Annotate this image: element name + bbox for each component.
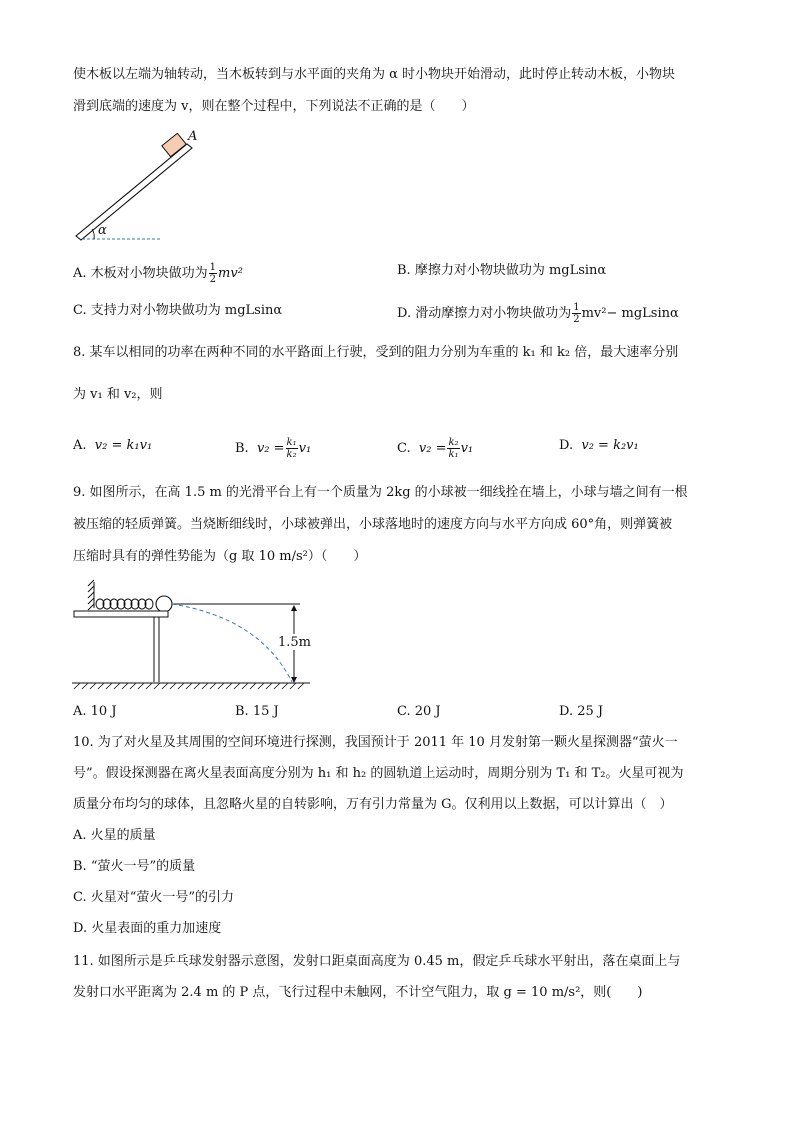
q9-option-c: C. 20 J	[397, 704, 441, 719]
q9-option-b: B. 15 J	[235, 704, 279, 719]
q7-option-a: A. 木板对小物块做功为 $\frac{1}{2}$ mv²	[73, 262, 243, 285]
q9-trajectory	[172, 604, 292, 682]
q7-plank	[76, 144, 192, 240]
q9-line2: 被压缩的轻质弹簧。当烧断细线时，小球被弹出，小球落地时的速度方向与水平方向成 60°角，则弹簧被	[73, 517, 673, 532]
q10-option-c: C. 火星对“萤火一号”的引力	[73, 890, 235, 905]
q9-ball	[156, 596, 172, 612]
q10-option-a: A. 火星的质量	[73, 828, 156, 843]
q9-platform-figure	[70, 578, 315, 690]
q10-line3: 质量分布均匀的球体，且忽略火星的自转影响，万有引力常量为 G。仅利用以上数据，可以计算出（ ）	[73, 797, 673, 812]
q7-option-d: D. 滑动摩擦力对小物块做功为 $\frac{1}{2}$ mv²− mgLsinα	[397, 302, 679, 325]
q11-line1: 11. 如图所示是乒乓球发射器示意图，发射口距桌面高度为 0.45 m，假定乒乓球水平射出，落在桌面上与	[73, 954, 681, 969]
q8-option-a: A. v₂ = k₁v₁	[73, 438, 153, 453]
q9-height-label: 1.5m	[278, 635, 312, 650]
q9-line1: 9. 如图所示，在高 1.5 m 的光滑平台上有一个质量为 2kg 的小球被一细线拴在墙上，小球与墙之间有一根	[73, 485, 688, 500]
q7-incline-figure	[70, 128, 220, 244]
q9-spring	[96, 599, 153, 609]
q9-ground-hatch	[74, 683, 304, 689]
q7-option-c: C. 支持力对小物块做功为 mgLsinα	[73, 303, 283, 318]
q8-option-b: B. v₂ = $\frac{\text{k₁}}{\text{k₂}}$ v₁	[235, 437, 312, 460]
q8-line2: 为 v₁ 和 v₂，则	[73, 387, 163, 402]
q10-option-d: D. 火星表面的重力加速度	[73, 921, 222, 936]
q8-option-d: D. v₂ = k₂v₁	[559, 438, 639, 453]
q7-label-alpha: α	[98, 223, 107, 238]
q8-line1: 8. 某车以相同的功率在两种不同的水平路面上行驶，受到的阻力分别为车重的 k₁ 和 k₂ 倍，最大速率分别	[73, 345, 679, 360]
q8-option-c: C. v₂ = $\frac{\text{k₂}}{\text{k₁}}$ v₁	[397, 437, 474, 460]
q10-line1: 10. 为了对火星及其周围的空间环境进行探测，我国预计于 2011 年 10 月发射第一颗火星探测器“萤火一	[73, 735, 678, 750]
q9-wall	[88, 580, 94, 610]
q7-intro-line2: 滑到底端的速度为 v，则在整个过程中，下列说法不正确的是（ ）	[73, 99, 475, 114]
q9-option-d: D. 25 J	[559, 704, 604, 719]
q10-line2: 号”。假设探测器在离火星表面高度分别为 h₁ 和 h₂ 的圆轨道上运动时，周期分别为 T₁ 和 T₂。火星可视为	[73, 766, 684, 781]
q9-platform-top	[74, 611, 168, 617]
q9-line3: 压缩时具有的弹性势能为（g 取 10 m/s²）（ ）	[73, 549, 367, 564]
q11-line2: 发射口水平距离为 2.4 m 的 P 点，飞行过程中未触网，不计空气阻力，取 g = 10 m/s²，则( )	[73, 985, 643, 1000]
q9-option-a: A. 10 J	[73, 704, 117, 719]
q7-option-b: B. 摩擦力对小物块做功为 mgLsinα	[397, 263, 607, 278]
q7-label-A: A	[188, 129, 198, 144]
q7-intro-line1: 使木板以左端为轴转动，当木板转到与水平面的夹角为 α 时小物块开始滑动，此时停止转动木板，小物块	[73, 67, 676, 82]
q10-option-b: B. “萤火一号”的质量	[73, 859, 196, 874]
